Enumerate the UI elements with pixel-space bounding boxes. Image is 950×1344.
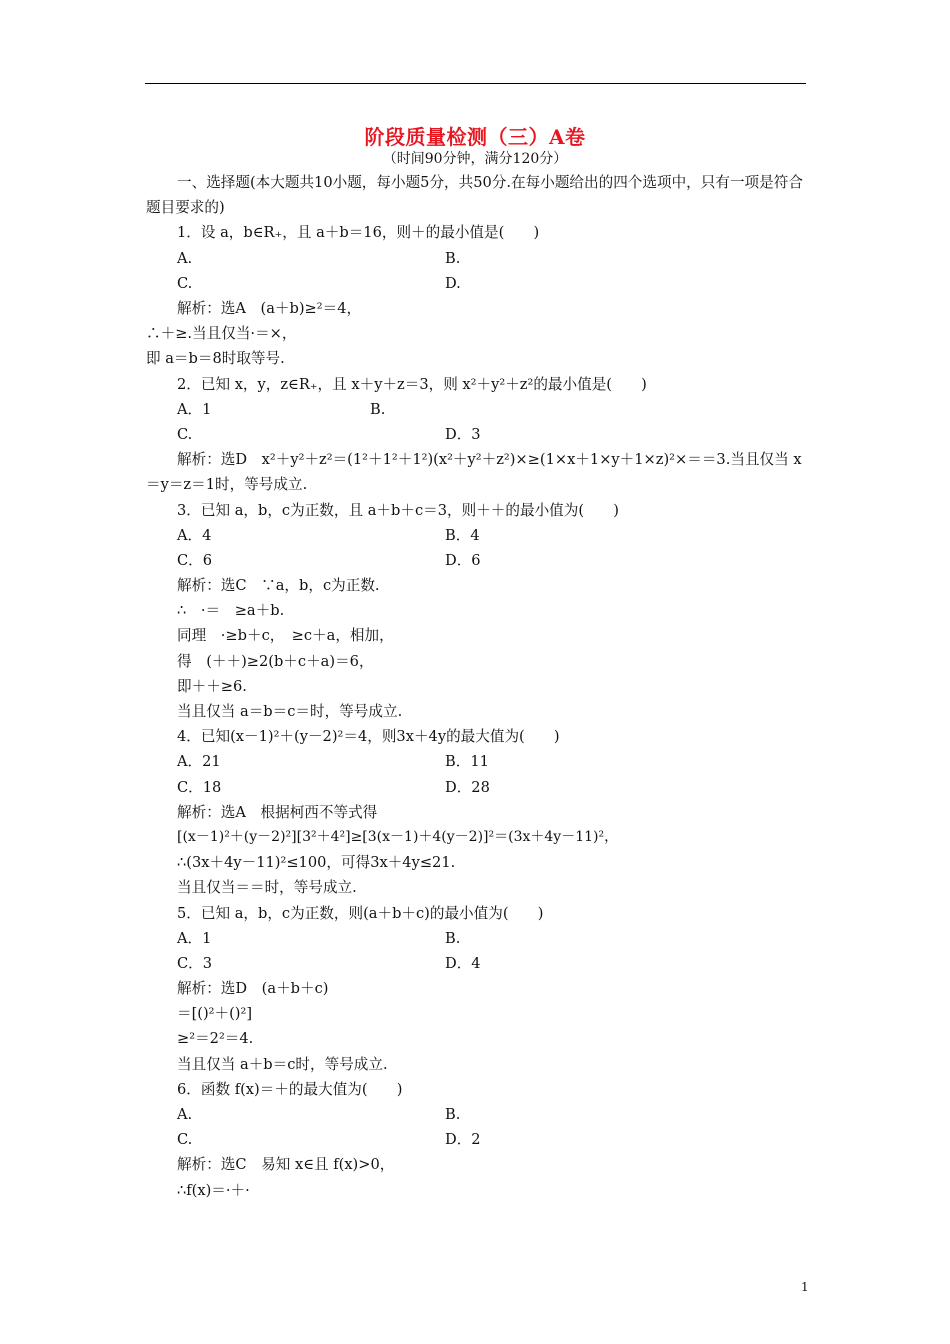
question-4-solution-line: [(x－1)²＋(y－2)²][3²＋4²]≥[3(x－1)＋4(y－2)]²＝(3x＋4y－11)²，: [177, 828, 619, 845]
question-2-stem: 2．已知 x，y，z∈R₊，且 x＋y＋z＝3，则 x²＋y²＋z²的最小值是( ): [177, 375, 647, 393]
question-3-solution-line: 当且仅当 a＝b＝c＝时，等号成立.: [177, 703, 403, 720]
option-d: D．2: [445, 1131, 481, 1149]
question-2-options-row-2: [146, 422, 810, 447]
question-5-solution-line: 当且仅当 a＋b＝c时，等号成立.: [177, 1055, 388, 1073]
option-d: D．28: [445, 778, 490, 796]
option-d: D．3: [445, 425, 481, 443]
question-4-solution-line: 当且仅当＝＝时，等号成立.: [177, 879, 357, 897]
question-3-stem: 3．已知 a，b，c为正数，且 a＋b＋c＝3，则＋＋的最小值为( ): [177, 501, 619, 519]
question-2-options-row-1: [146, 397, 810, 422]
question-1-stem: 1．设 a，b∈R₊，且 a＋b＝16，则＋的最小值是( ): [177, 224, 540, 242]
question-4-solution-line: ∴(3x＋4y－11)²≤100，可得3x＋4y≤21.: [177, 854, 456, 872]
question-4-stem: 4．已知(x－1)²＋(y－2)²＝4，则3x＋4y的最大值为( ): [177, 728, 560, 746]
option-b: B.: [445, 249, 461, 267]
option-c: C．18: [177, 778, 222, 796]
question-4-solution-line: 解析：选A 根据柯西不等式得: [177, 803, 378, 821]
question-6-solution-line: 解析：选C 易知 x∈且 f(x)>0，: [177, 1156, 395, 1174]
question-5-solution-line: ≥²＝2²＝4.: [177, 1030, 254, 1048]
option-b: B．4: [445, 526, 480, 544]
question-1-solution-line: 解析：选A (a＋b)≥²＝4，: [177, 299, 362, 317]
option-a: A．21: [177, 753, 221, 771]
question-6-options-row-2: [146, 1127, 810, 1152]
option-a: A．1: [177, 929, 212, 947]
question-5-options-row-2: [146, 951, 810, 976]
question-5-stem: 5．已知 a，b，c为正数，则(a＋b＋c)的最小值为( ): [177, 904, 544, 922]
question-3-solution-line: 解析：选C ∵a，b，c为正数.: [177, 577, 380, 595]
page-subtitle: （时间90分钟，满分120分）: [382, 151, 568, 167]
option-b: B.: [445, 929, 461, 947]
option-c: C.: [177, 1131, 193, 1149]
question-5-options-row-1: [146, 926, 810, 951]
question-3-solution-line: 即＋＋≥6.: [177, 677, 247, 695]
page-number: 1: [801, 1280, 809, 1294]
question-3-options-row-1: [146, 523, 810, 548]
question-3-solution-line: 同理 ·≥b＋c， ≥c＋a，相加，: [177, 627, 394, 645]
section-intro: 一、选择题(本大题共10小题，每小题5分，共50分.在每小题给出的四个选项中，只有一项是符合题目要求的): [146, 174, 803, 217]
header-rule: [145, 83, 806, 84]
question-5-solution-line: ＝[()²＋()²]: [177, 1005, 253, 1023]
question-4-options-row-2: [146, 775, 810, 800]
question-5-solution-line: 解析：选D (a＋b＋c): [177, 980, 329, 998]
option-c: C.: [177, 425, 193, 443]
question-1-options-row-1: [146, 246, 810, 271]
question-3-solution-line: ∴ ·＝ ≥a＋b.: [177, 602, 285, 620]
option-b: B．11: [445, 753, 489, 771]
option-d: D．6: [445, 551, 481, 569]
question-6-options-row-1: [146, 1102, 810, 1127]
option-a: A.: [177, 249, 193, 267]
option-c: C．3: [177, 954, 213, 972]
page-title: 阶段质量检测（三）A卷: [364, 125, 586, 149]
option-a: A．4: [177, 526, 212, 544]
document-body: [146, 170, 810, 1203]
question-6-stem: 6．函数 f(x)＝＋的最大值为( ): [177, 1080, 403, 1098]
option-d: D.: [445, 274, 461, 292]
option-d: D．4: [445, 954, 481, 972]
question-1-solution-line: 即 a＝b＝8时取等号.: [146, 350, 285, 368]
question-1-options-row-2: [146, 271, 810, 296]
question-3-options-row-2: [146, 548, 810, 573]
option-c: C.: [177, 274, 193, 292]
question-4-options-row-1: [146, 749, 810, 774]
question-3-solution-line: 得 (＋＋)≥2(b＋c＋a)＝6，: [177, 652, 374, 670]
option-a: A．1: [177, 400, 212, 418]
option-b: B.: [370, 400, 386, 418]
question-6-solution-line: ∴f(x)＝·＋·: [177, 1181, 250, 1199]
option-c: C．6: [177, 551, 213, 569]
option-a: A.: [177, 1106, 193, 1123]
option-b: B.: [445, 1106, 461, 1123]
question-2-solution: 解析：选D x²＋y²＋z²＝(1²＋1²＋1²)(x²＋y²＋z²)×≥(1×x＋1×y＋1×z)²×＝＝3.当且仅当 x＝y＝z＝1时，等号成立.: [146, 451, 802, 494]
question-1-solution-line: ∴＋≥.当且仅当·＝×，: [146, 325, 297, 343]
